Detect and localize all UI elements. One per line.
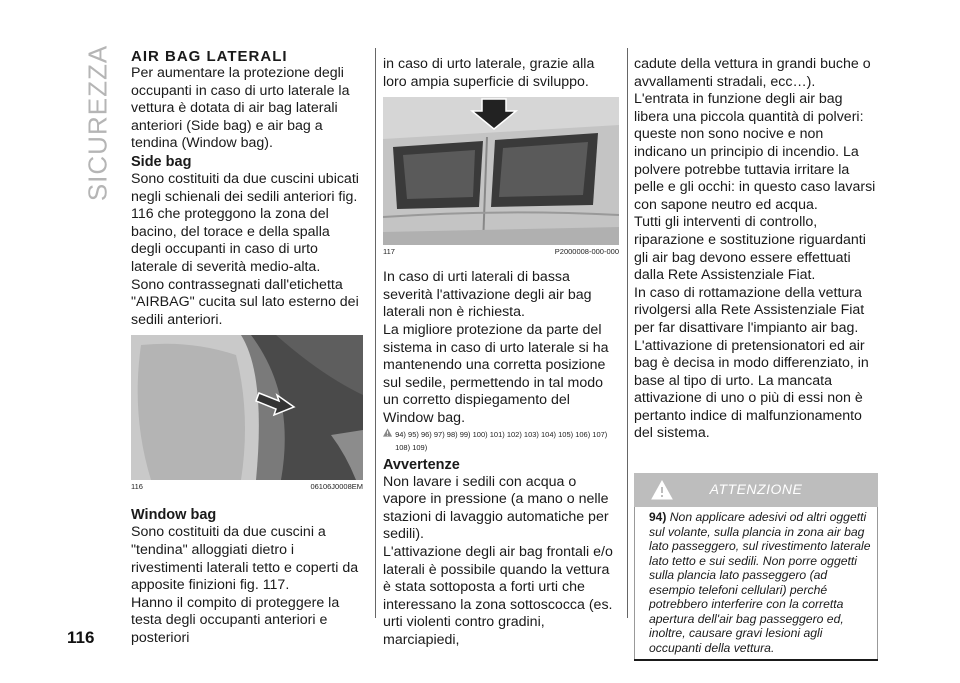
paragraph: L'attivazione degli air bag frontali e/o laterali è possibile quando la vettura è stata sottoposta a forti urti che interessano la zona sottoscocca (es. urti violenti contro gradini, marciapiedi, bbox=[383, 543, 613, 648]
paragraph: L'attivazione di pretensionatori ed air bag è decisa in modo differenziato, in base al tipo di urto. La mancata attivazione di uno o più di essi non è pertanto indice di malfunzionamento del sistema. bbox=[634, 337, 869, 442]
warning-references bbox=[383, 428, 619, 454]
warning-box bbox=[634, 473, 878, 661]
side-bag-heading: Side bag bbox=[131, 153, 192, 170]
figure-117-car-image bbox=[383, 97, 619, 245]
figure-number: 117 bbox=[383, 247, 395, 257]
warning-header bbox=[634, 473, 878, 507]
section-title-text: SICUREZZA bbox=[82, 44, 113, 202]
warning-triangle-icon bbox=[651, 480, 673, 500]
page-number: 116 bbox=[67, 628, 95, 647]
paragraph: Tutti gli interventi di controllo, riparazione e sostituzione riguardanti gli air bag devono essere effettuati dalla Rete Assistenziale Fiat. bbox=[634, 214, 866, 284]
paragraph: Hanno il compito di proteggere la testa degli occupanti anteriori e posteriori bbox=[131, 594, 340, 646]
paragraph: Sono costituiti da due cuscini ubicati negli schienali dei sedili anteriori fig. 116 che proteggono la zona del bacino, del torace e della spalla degli occupanti in caso di urto laterale di severità medio-alta. bbox=[131, 170, 359, 275]
warning-number: 94) bbox=[649, 510, 667, 525]
paragraph: La migliore protezione da parte del sistema in caso di urto laterale si ha mantenendo una corretta posizione sul sedile, permettendo in tal modo un corretto dispiegamento del Window bag. bbox=[383, 321, 609, 426]
paragraph: Sono costituiti da due cuscini a "tendina" alloggiati dietro i rivestimenti laterali tetto e coperti da apposite finizioni fig. 117. bbox=[131, 524, 359, 594]
figure-caption bbox=[383, 247, 619, 257]
figure-code: 06106J0008EM bbox=[310, 482, 363, 492]
window-bag-heading: Window bag bbox=[131, 507, 217, 524]
paragraph: Sono contrassegnati dall'etichetta "AIRBAG" cucita sul lato esterno dei sedili anteriori. bbox=[131, 276, 359, 328]
warning-body bbox=[634, 507, 878, 659]
column-divider bbox=[627, 48, 628, 618]
warning-title: ATTENZIONE bbox=[709, 481, 803, 498]
warning-triangle-icon bbox=[383, 428, 392, 437]
paragraph: In caso di rottamazione della vettura rivolgersi alla Rete Assistenziale Fiat per far disattivare l'impianto air bag. bbox=[634, 284, 865, 336]
column-1 bbox=[131, 48, 363, 647]
warning-text: Non applicare adesivi od altri oggetti sul volante, sulla plancia in zona air bag lato passeggero, sul rivestimento laterale lato tetto e sui sedili. Non porre oggetti sulla plancia lato passeggero (ad esempio telefoni cellulari) perché potrebbero interferire con la corretta apertura dell'air bag passeggero ed, inoltre, causare gravi lesioni agli occupanti della vettura. bbox=[649, 510, 871, 655]
column-2 bbox=[383, 56, 619, 649]
paragraph: in caso di urto laterale, grazie alla loro ampia superficie di sviluppo. bbox=[383, 56, 595, 90]
section-heading: AIR BAG LATERALI bbox=[131, 48, 288, 65]
figure-116-seat-image bbox=[131, 335, 363, 480]
section-side-title bbox=[78, 44, 118, 202]
paragraph: Non lavare i sedili con acqua o vapore in pressione (a mano o nelle stazioni di lavaggio automatiche per sedili). bbox=[383, 473, 609, 543]
paragraph: L'entrata in funzione degli air bag libera una piccola quantità di polveri: queste non sono nocive e non indicano un principio di incendio. La polvere potrebbe tuttavia irritare la pelle e gli occhi: in questo caso lavarsi con sapone neutro ed acqua. bbox=[634, 91, 876, 213]
figure-caption bbox=[131, 482, 363, 492]
figure-number: 116 bbox=[131, 482, 143, 492]
figure-code: P2000008-000-000 bbox=[554, 247, 619, 257]
paragraph: In caso di urti laterali di bassa severità l'attivazione degli air bag laterali non è richiesta. bbox=[383, 269, 592, 321]
paragraph: cadute della vettura in grandi buche o avvallamenti stradali, ecc…). bbox=[634, 56, 871, 90]
column-divider bbox=[375, 48, 376, 618]
paragraph: Per aumentare la protezione degli occupanti in caso di urto laterale la vettura è dotata di air bag laterali anteriori (Side bag) e air bag a tendina (Window bag). bbox=[131, 65, 350, 152]
references-text: 94) 95) 96) 97) 98) 99) 100) 101) 102) 103) 104) 105) 106) 107) 108) 109) bbox=[395, 429, 608, 452]
avvertenze-heading: Avvertenze bbox=[383, 456, 460, 473]
column-3 bbox=[634, 56, 878, 661]
